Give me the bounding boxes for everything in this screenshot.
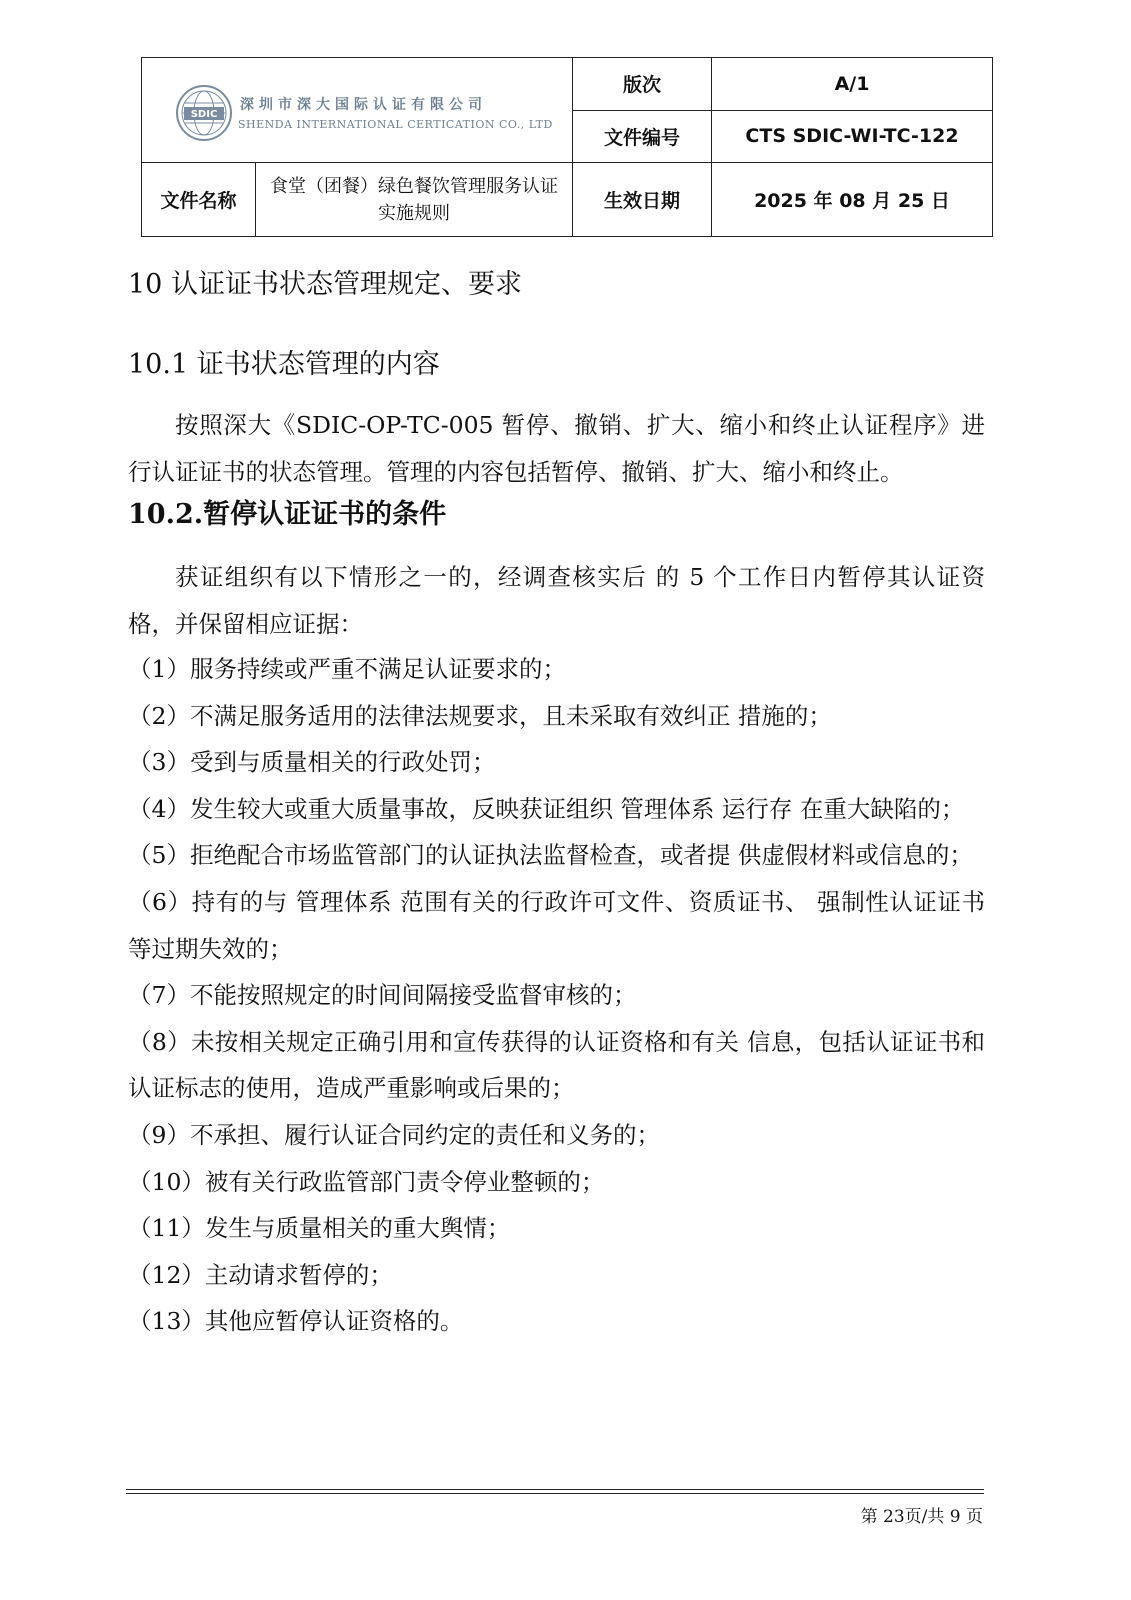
effective-date-value: 2025 年 08 月 25 日	[712, 163, 993, 237]
list-item: （12）主动请求暂停的；	[128, 1260, 393, 1289]
suspension-conditions-list	[128, 646, 985, 1345]
page-number: 第 23页/共 9 页	[860, 1507, 983, 1527]
doc-number-label: 文件编号	[573, 110, 712, 163]
list-item: （7）不能按照规定的时间间隔接受监督审核的；	[128, 981, 637, 1010]
section-heading: 10 认证证书状态管理规定、要求	[128, 269, 522, 300]
list-item: （4）发生较大或重大质量事故，反映获证组织 管理体系 运行存 在重大缺陷的；	[128, 794, 965, 823]
company-name-cn: 深圳市深大国际认证有限公司	[240, 97, 487, 113]
company-name-en: SHENDA INTERNATIONAL CERTICATION CO., LTD	[238, 118, 553, 131]
list-item: （5）拒绝配合市场监管部门的认证执法监督检查，或者提 供虚假材料或信息的；	[128, 841, 973, 870]
effective-date-label: 生效日期	[573, 163, 712, 237]
paragraph-suspension-intro: 获证组织有以下情形之一的，经调查核实后 的 5 个工作日内暂停其认证资格，并保留相应证据：	[128, 563, 985, 638]
doc-name-value: 食堂（团餐）绿色餐饮管理服务认证实施规则	[256, 163, 573, 237]
footer-divider	[126, 1489, 984, 1490]
company-logo-icon	[175, 84, 233, 142]
list-item: （9）不承担、履行认证合同约定的责任和义务的；	[128, 1120, 660, 1149]
footer-divider	[126, 1493, 984, 1494]
subsection-heading-10-2: 10.2.暂停认证证书的条件	[128, 499, 447, 530]
list-item: （11）发生与质量相关的重大舆情；	[128, 1214, 511, 1243]
list-item: （13）其他应暂停认证资格的。	[128, 1307, 464, 1336]
list-item: （3）受到与质量相关的行政处罚；	[128, 748, 496, 777]
doc-name-label: 文件名称	[142, 163, 256, 237]
version-label: 版次	[573, 58, 712, 111]
svg-text:SDIC: SDIC	[190, 109, 218, 120]
list-item: （2）不满足服务适用的法律法规要求，且未采取有效纠正 措施的；	[128, 701, 832, 730]
subsection-heading-10-1: 10.1 证书状态管理的内容	[128, 349, 440, 380]
list-item: （6）持有的与 管理体系 范围有关的行政许可文件、资质证书、 强制性认证证书等过期失效的；	[128, 887, 985, 963]
document-header-table	[141, 57, 993, 237]
doc-number-value: CTS SDIC-WI-TC-122	[712, 110, 993, 163]
version-value: A/1	[712, 58, 993, 111]
list-item: （1）服务持续或严重不满足认证要求的；	[128, 655, 566, 683]
company-logo-cell	[142, 58, 573, 163]
paragraph-status-management: 按照深大《SDIC-OP-TC-005 暂停、撤销、扩大、缩小和终止认证程序》进行认证证书的状态管理。管理的内容包括暂停、撤销、扩大、缩小和终止。	[128, 411, 985, 486]
list-item: （10）被有关行政监管部门责令停业整顿的；	[128, 1167, 605, 1196]
list-item: （8）未按相关规定正确引用和宣传获得的认证资格和有关 信息，包括认证证书和认证标志的使用，造成严重影响或后果的；	[128, 1027, 985, 1103]
